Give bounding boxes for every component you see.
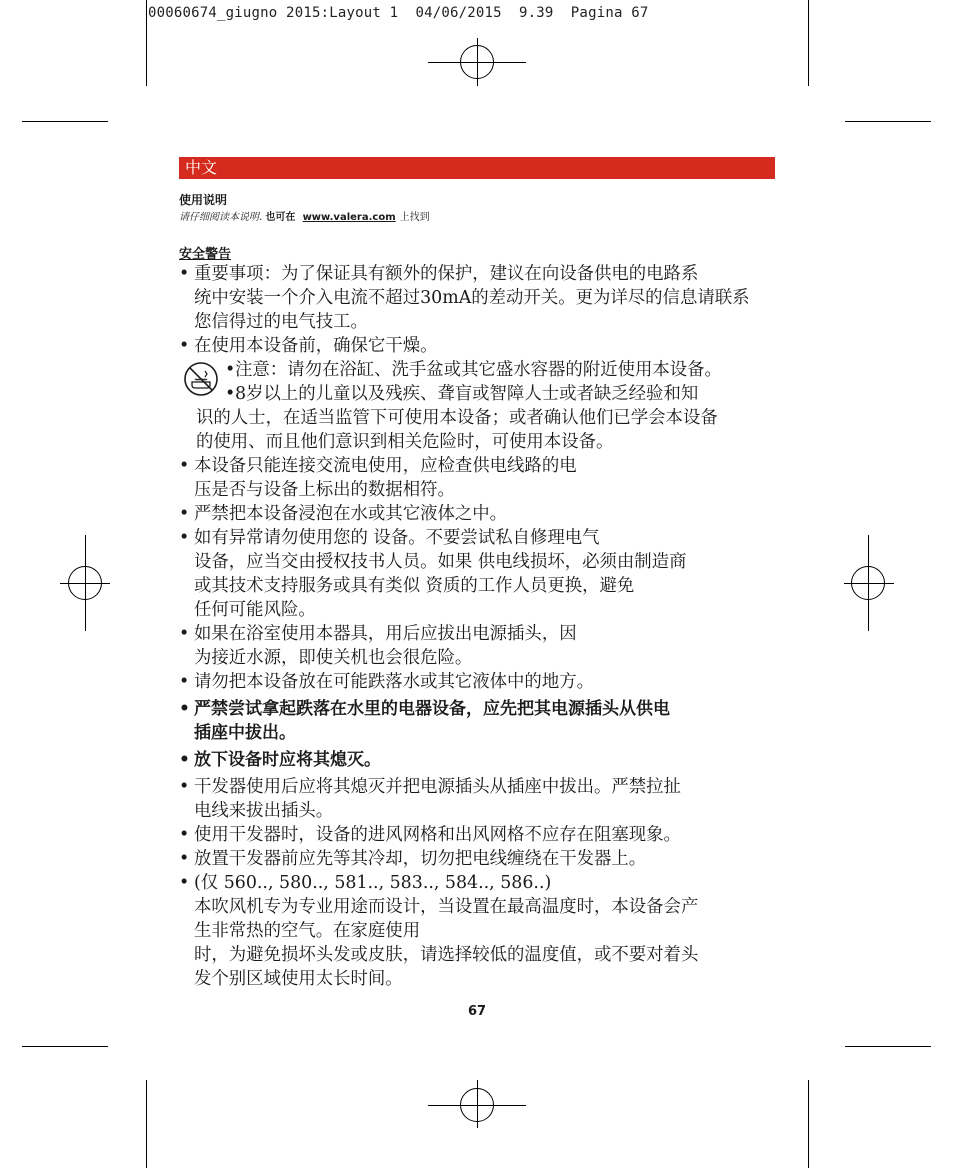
- warning-line: • 8岁以上的儿童以及残疾、聋盲或智障人士或者缺乏经验和知: [225, 384, 699, 404]
- list-item: • 如有异常请勿使用您的 设备。不要尝试私自修理电气 设备，应当交由授权技书人员。如果 供电线损坏，必须由制造商 或其技术支持服务或具有类似 资质的工作人员更换，避免 任何可能风险。: [179, 526, 777, 622]
- manual-subtitle: [179, 208, 430, 223]
- water-warning-block: [179, 358, 777, 454]
- list-item: • 本设备只能连接交流电使用，应检查供电线路的电 压是否与设备上标出的数据相符。: [179, 454, 777, 502]
- page-number: 67: [467, 1004, 487, 1019]
- warning-continuation: 识的人士，在适当监管下可使用本设备；或者确认他们已学会本设备: [196, 408, 718, 428]
- list-item: • 放置干发器前应先等其冷却，切勿把电线缠绕在干发器上。: [179, 847, 777, 871]
- list-item: • (仅 560.., 580.., 581.., 583.., 584.., 586..) 本吹风机专为专业用途而设计，当设置在最高温度时，本设备会产 生非常热的空气。在家庭使用 时，为避免损坏头发或皮肤，请选择较低的温度值，或不要对着头 发个别区域使用太长时间。: [179, 871, 777, 991]
- print-slug: 00060674_giugno 2015:Layout 1 04/06/2015 9.39 Pagina 67: [148, 5, 649, 21]
- list-item: • 在使用本设备前，确保它干燥。: [179, 334, 777, 358]
- warning-continuation: 的使用、而且他们意识到相关危险时，可使用本设备。: [196, 432, 614, 452]
- bold-warning-item: • 放下设备时应将其熄灭。: [179, 748, 777, 772]
- safety-heading: 安全警告: [179, 247, 232, 262]
- manual-title: 使用说明: [179, 193, 228, 207]
- list-item: • 重要事项：为了保证具有额外的保护，建议在向设备供电的电路系 统中安装一个介入电流不超过30mA的差动开关。更为详尽的信息请联系 您信得过的电气技工。: [179, 262, 777, 334]
- list-item: • 干发器使用后应将其熄灭并把电源插头从插座中拔出。严禁拉扯 电线来拔出插头。: [179, 775, 777, 823]
- language-bar: 中文: [179, 157, 775, 179]
- warning-line: • 注意：请勿在浴缸、洗手盆或其它盛水容器的附近使用本设备。: [225, 360, 722, 380]
- read-note: 请仔细阅读本说明.: [179, 212, 263, 223]
- safety-content: [179, 262, 777, 991]
- website-link[interactable]: www.valera.com: [302, 212, 396, 223]
- list-item: • 严禁把本设备浸泡在水或其它液体之中。: [179, 502, 777, 526]
- bold-warning-item: • 严禁尝试拿起跌落在水里的电器设备，应先把其电源插头从供电 插座中拔出。: [179, 697, 777, 745]
- find-text: 上找到: [399, 212, 430, 223]
- also-at-text: 也可在: [265, 212, 296, 223]
- list-item: • 使用干发器时，设备的进风网格和出风网格不应存在阻塞现象。: [179, 823, 777, 847]
- list-item: • 如果在浴室使用本器具，用后应拔出电源插头，因 为接近水源，即使关机也会很危险。: [179, 622, 777, 670]
- list-item: • 请勿把本设备放在可能跌落水或其它液体中的地方。: [179, 670, 777, 694]
